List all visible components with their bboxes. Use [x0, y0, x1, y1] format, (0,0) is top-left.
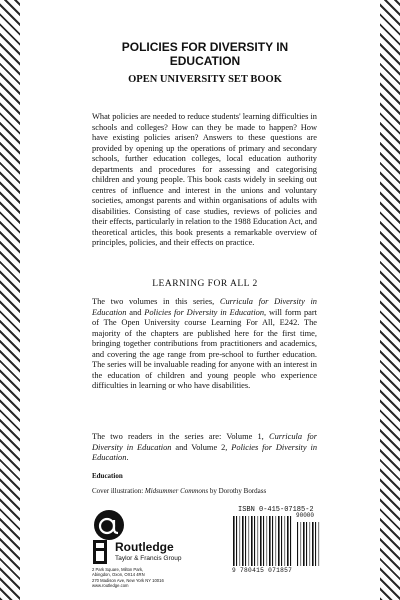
barcode-bar — [251, 516, 253, 566]
barcode-bar — [310, 522, 311, 566]
cover-artwork-title: Midsummer Commons — [144, 487, 209, 495]
cover-credit-suffix: by Dorothy Bordass — [208, 487, 267, 495]
barcode-bar — [306, 522, 307, 566]
category-label: Education — [92, 472, 123, 480]
series-text-3: , will form part of The Open University course Learning For All, E242. The majority of the chapters are published here for the first time, bringing together contributions from practitioners and academics, and covering the age range from pre-school to further education. The series will be invaluable reading for anyone with an interest in the education of children and young people who experience difficulties in learning or who have disabilities. — [92, 307, 318, 390]
barcode-bar — [272, 516, 273, 566]
cover-credit — [92, 487, 266, 495]
barcode-bar — [276, 516, 277, 566]
barcode-bar — [245, 516, 246, 566]
series-paragraph — [92, 297, 317, 392]
barcode-bar — [290, 516, 291, 566]
series-text-2: and — [126, 307, 145, 317]
open-university-logo — [93, 509, 125, 541]
barcode-bar — [263, 516, 264, 566]
right-hatched-border — [380, 0, 400, 600]
publisher-address — [92, 567, 164, 588]
address-line: 270 Madison Ave, New York NY 10016 — [92, 577, 164, 583]
addon-barcode — [297, 522, 321, 566]
series-heading: LEARNING FOR ALL 2 — [152, 279, 258, 289]
left-hatched-border — [0, 0, 20, 600]
series-title-2: Policies for Diversity in Education — [144, 307, 265, 317]
readers-paragraph — [92, 432, 317, 464]
barcode-bar — [281, 516, 282, 566]
barcode-bar — [233, 516, 235, 566]
barcode-bar — [319, 522, 320, 566]
ean-number: 9 780415 071857 — [232, 567, 293, 574]
series-title-1: Curricula for Diversity in Education — [92, 297, 317, 317]
book-title: POLICIES FOR DIVERSITY IN EDUCATION — [121, 40, 289, 68]
barcode-bar — [269, 516, 271, 566]
barcode-bar — [285, 516, 286, 566]
barcode-bar — [242, 516, 244, 566]
barcode-bar — [301, 522, 302, 566]
barcode-bar — [278, 516, 280, 566]
set-book-label: OPEN UNIVERSITY SET BOOK — [128, 74, 282, 85]
barcode-bar — [254, 516, 255, 566]
barcode-bar — [258, 516, 259, 566]
barcode-bar — [260, 516, 262, 566]
barcode-bar — [287, 516, 289, 566]
readers-text-1: The two readers in the series are: Volume 1, — [92, 432, 269, 441]
readers-title-2: Policies for Diversity in Education — [92, 442, 318, 462]
addon-code-text: 90000 — [296, 512, 315, 519]
publisher-name: Routledge — [115, 540, 174, 554]
barcode-bar — [240, 516, 241, 566]
address-line: Abingdon, Oxon, OX14 4RN — [92, 572, 145, 578]
readers-title-1: Curricula for Diversity in Education — [92, 432, 317, 452]
barcode-bar — [312, 522, 314, 566]
isbn-text: ISBN 0-415-07185-2 — [238, 506, 314, 514]
barcode-bar — [236, 516, 237, 566]
barcode-bar — [249, 516, 250, 566]
series-text-1: The two volumes in this series, — [92, 297, 220, 306]
barcode-bar — [303, 522, 305, 566]
barcode-bar — [297, 522, 298, 566]
barcode-bar — [315, 522, 316, 566]
barcode-bar — [267, 516, 268, 566]
readers-text-3: . — [126, 453, 129, 462]
cover-credit-prefix: Cover illustration: — [92, 487, 145, 495]
address-line: www.routledge.com — [92, 582, 129, 588]
address-line: 2 Park Square, Milton Park, — [92, 567, 144, 572]
intro-paragraph: What policies are needed to reduce students' learning difficulties in schools and colleges? How can they be made to happen? How have existing policies arisen? Answers to these questions are provided by opening up the operations of primary and secondary schools, further education colleges, local education authority departments and procedures for assessing and categorising children and young people. This book casts widely in seeking out centres of influence and interest in the unions and voluntary societies, amongst parents and within organisations of adults with disabilities. Consisting of case studies, reviews of policies and their effects, particularly in relation to the 1988 Education Act, and theoretical articles, this book presents a remarkable overview of principles, policies, and their effects on practice. — [92, 112, 317, 247]
publisher-group: Taylor & Francis Group — [115, 555, 182, 562]
readers-text-2: and Volume 2, — [171, 442, 232, 452]
ean-barcode — [233, 516, 293, 566]
